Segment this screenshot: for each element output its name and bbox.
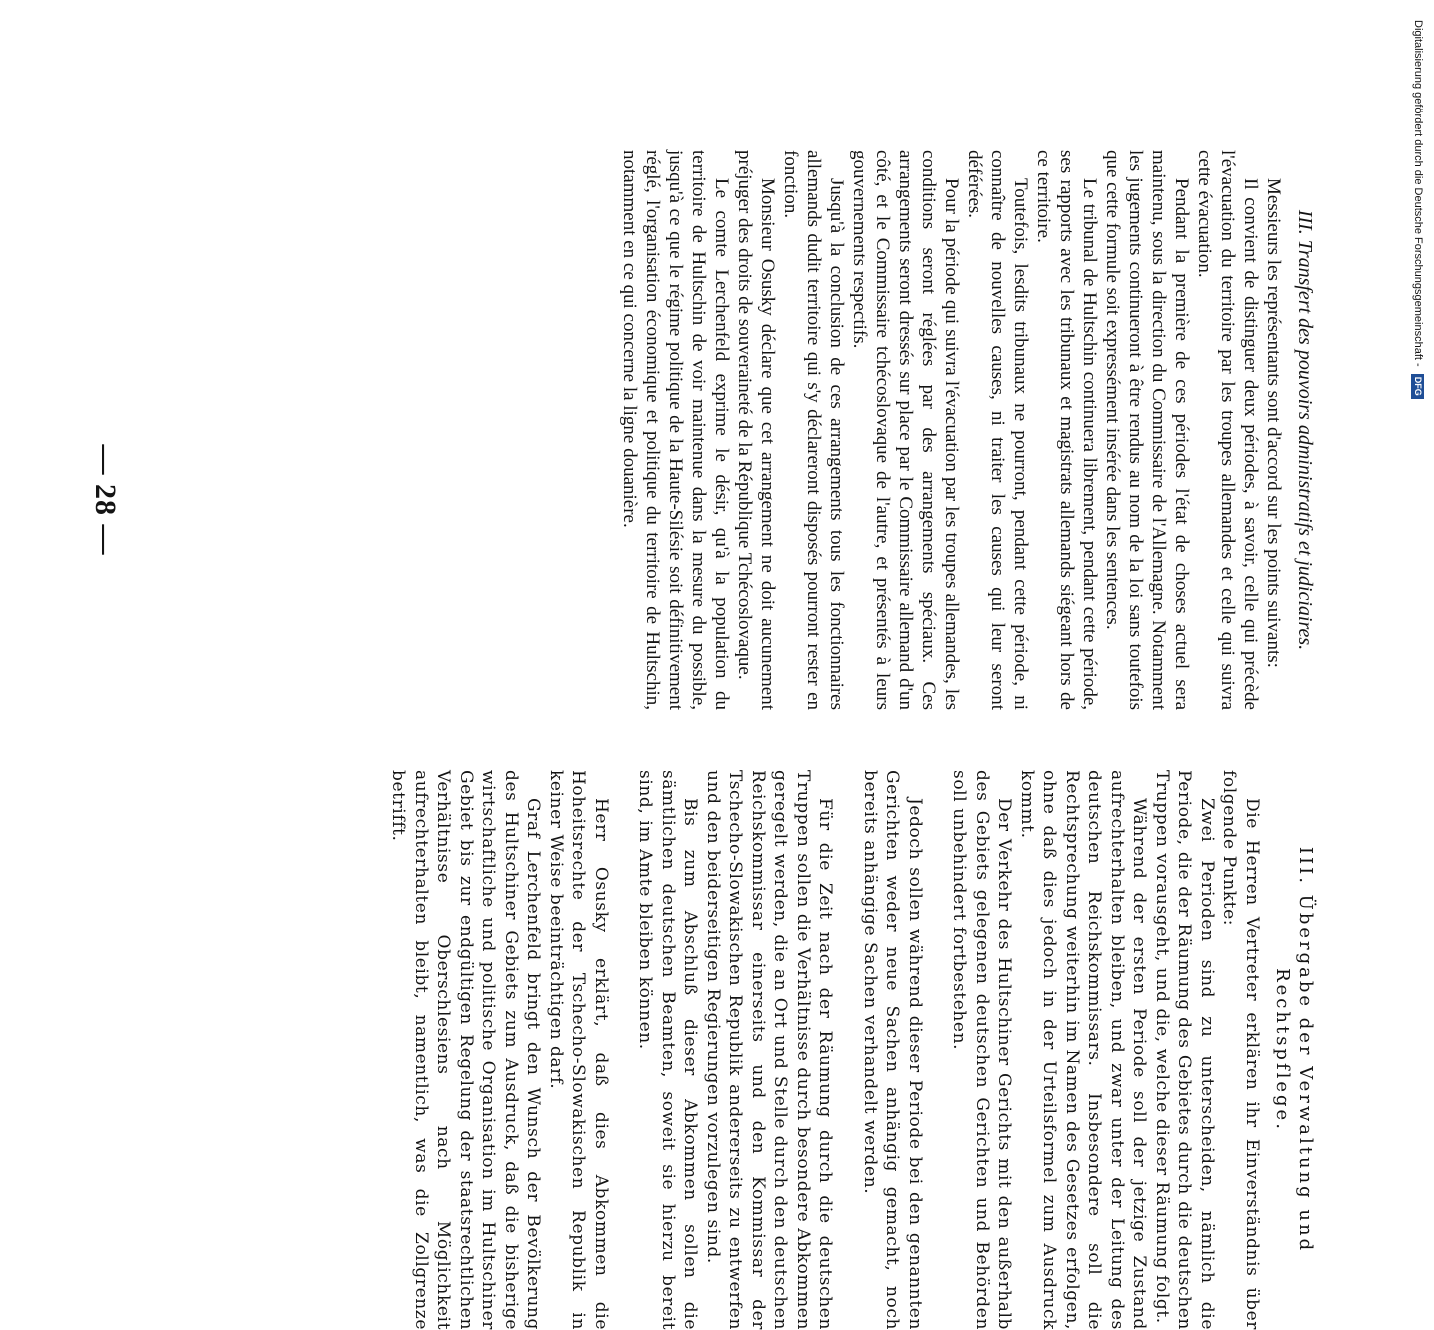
- german-paragraph: Zwei Perioden sind zu unterscheiden, nämlich die Periode, die der Räumung des Gebietes durch die deutschen Truppen vorausgeht, und die, welche dieser Räumung folgt.: [1152, 770, 1217, 1330]
- german-paragraph: Die Herren Vertreter erklären ihr Einverständnis über folgende Punkte:: [1219, 770, 1262, 1330]
- french-section-title: III. Transfert des pouvoirs administratifs et judiciaires.: [1294, 209, 1316, 651]
- french-paragraph: Jusqu'à la conclusion de ces arrangements tous les fonctionnaires allemands dudit territoire qui s'y déclareront disposés pourront rester en fonction.: [780, 150, 847, 710]
- german-section-title: III. Übergabe der Verwaltung und Rechtspflege.: [1272, 846, 1316, 1254]
- german-paragraph: Während der ersten Periode soll der jetzige Zustand aufrechterhalten bleiben, und zwar unter der Leitung des deutschen Reichskommissars. Insbesondere soll die Rechtsprechung weiterhin im Namen des Gesetzes erfolgen, ohne daß dies jedoch in der Urteilsformel zum Ausdruck kommt.: [1017, 770, 1150, 1330]
- page-number: — 28 —: [89, 444, 122, 556]
- french-paragraph: Il convient de distinguer deux périodes, à savoir, celle qui précède l'évacuation du territoire par les troupes allemandes et celle qui suivra cette évacuation.: [1194, 150, 1261, 710]
- german-paragraph: Graf Lerchenfeld bringt den Wunsch der Bevölkerung des Hultschiner Gebiets zum Ausdruck, daß die bisherige wirtschaftliche und politische Organisation im Hultschiner Gebiet bis zur endgültigen Regelung der staatsrechtlichen Verhältnisse Oberschlesiens nach Möglichkeit aufrechterhalten bleibt, namentlich, was die Zollgrenze betrifft.: [388, 770, 544, 1330]
- digitization-credit-text: Digitalisierung gefördert durch die Deutsche Forschungsgemeinschaft -: [1412, 20, 1424, 367]
- german-paragraph: Herr Osusky erklärt, daß dies Abkommen die Hoheitsrechte der Tschecho-Slowakischen Republik in keiner Weise beeinträchtigen darf.: [546, 770, 611, 1330]
- french-paragraph: Le tribunal de Hultschin continuera librement, pendant cette période, ses rapports avec les tribunaux et magistrats allemands siégeant hors de ce territoire.: [1033, 150, 1100, 710]
- dfg-logo: DFG: [1411, 374, 1424, 399]
- german-column: [388, 770, 1316, 1330]
- french-paragraph: Monsieur Osusky déclare que cet arrangement ne doit aucunement préjuger des droits de souveraineté de la République Tchécoslovaque.: [734, 150, 778, 710]
- french-column: [619, 150, 1316, 710]
- german-paragraph: Für die Zeit nach der Räumung durch die deutschen Truppen sollen die Verhältnisse durch besondere Abkommen geregelt werden, die an Ort und Stelle durch den deutschen Reichskommissar einerseits und den Kommissar der Tschecho-Slowakischen Republik andererseits zu entwerfen und den beiderseitigen Regierungen vorzulegen sind.: [703, 770, 836, 1330]
- text-columns: [388, 150, 1316, 1330]
- french-paragraph: Toutefois, lesdits tribunaux ne pourront, pendant cette période, ni connaître de nouvelles causes, ni traiter les causes qui leur seront déférées.: [964, 150, 1031, 710]
- french-paragraph: Pendant la première de ces périodes l'état de choses actuel sera maintenu, sous la direction du Commissaire de l'Allemagne. Notamment les jugements continueront à être rendus au nom de la loi sans toutefois que cette formule soit expressément insérée dans les sentences.: [1102, 150, 1192, 710]
- french-paragraph: Pour la période qui suivra l'évacuation par les troupes allemandes, les conditions seront réglées par des arrangements spéciaux. Ces arrangements seront dressés sur place par le Commissaire allemand d'un côté, et le Commissaire tchécoslovaque de l'autre, et présentés à leurs gouvernements respectifs.: [849, 150, 962, 710]
- digitization-credit: [1407, 20, 1429, 396]
- french-paragraph: Messieurs les représentants sont d'accord sur les points suivants:: [1263, 178, 1284, 668]
- french-paragraph: Le comte Lerchenfeld exprime le désir, qu'à la population du territoire de Hultschin de voir maintenue dans la mesure du possible, jusqu'à ce que le régime politique de la Haute-Silésie soit définitivement réglé, l'organisation économique et politique du territoire de Hultschin, notamment en ce qui concerne la ligne douanière.: [619, 150, 732, 710]
- german-paragraph: Jedoch sollen während dieser Periode bei den genannten Gerichten weder neue Sachen anhängig gemacht, noch bereits anhängige Sachen verhandelt werden.: [860, 770, 925, 1330]
- german-paragraph: Bis zum Abschluß dieser Abkommen sollen die sämtlichen deutschen Beamten, soweit sie hierzu bereit sind, im Amte bleiben können.: [635, 770, 701, 1330]
- german-paragraph: Der Verkehr des Hultschiner Gerichts mit den außerhalb des Gebiets gelegenen deutschen Gerichten und Behörden soll unbehindert fortbestehen.: [949, 770, 1015, 1330]
